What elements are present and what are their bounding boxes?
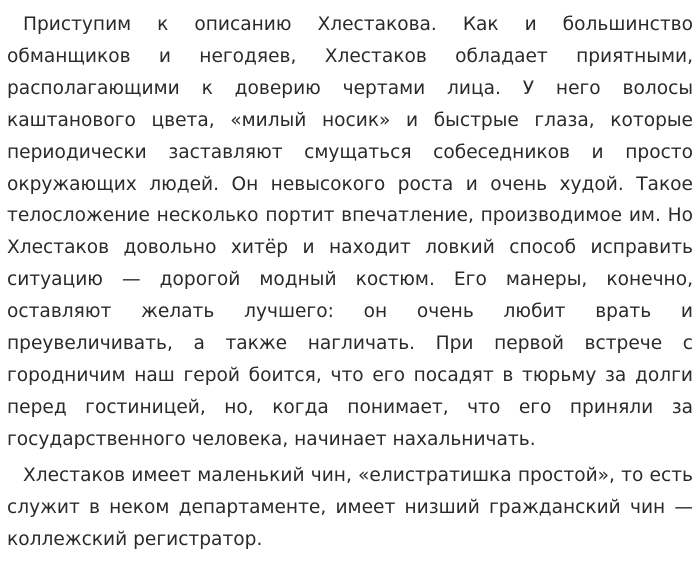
paragraph-appearance: Приступим к описанию Хлестакова. Как и большинство обманщиков и негодяев, Хлестаков обладает приятными, располагающими к доверию чертами лица. У него волосы каштанового цвета, «милый носик» и быстрые глаза, которые периодически заставляют смущаться собеседников и просто окружающих людей. Он невысокого роста и очень худой. Такое телосложение несколько портит впечатление, производимое им. Но Хлестаков довольно хитёр и находит ловкий способ исправить ситуацию — дорогой модный костюм. Его манеры, конечно, оставляют желать лучшего: он очень любит врать и преувеличивать, а также нагличать. При первой встрече с городничим наш герой боится, что его посадят в тюрьму за долги перед гостиницей, но, когда понимает, что его приняли за государственного человека, начинает нахальничать. [7,14,693,450]
document-body [7,9,693,555]
paragraph-rank: Хлестаков имеет маленький чин, «елистратишка простой», то есть служит в неком департаменте, имеет низший гражданский чин — коллежский регистратор. [7,464,693,550]
